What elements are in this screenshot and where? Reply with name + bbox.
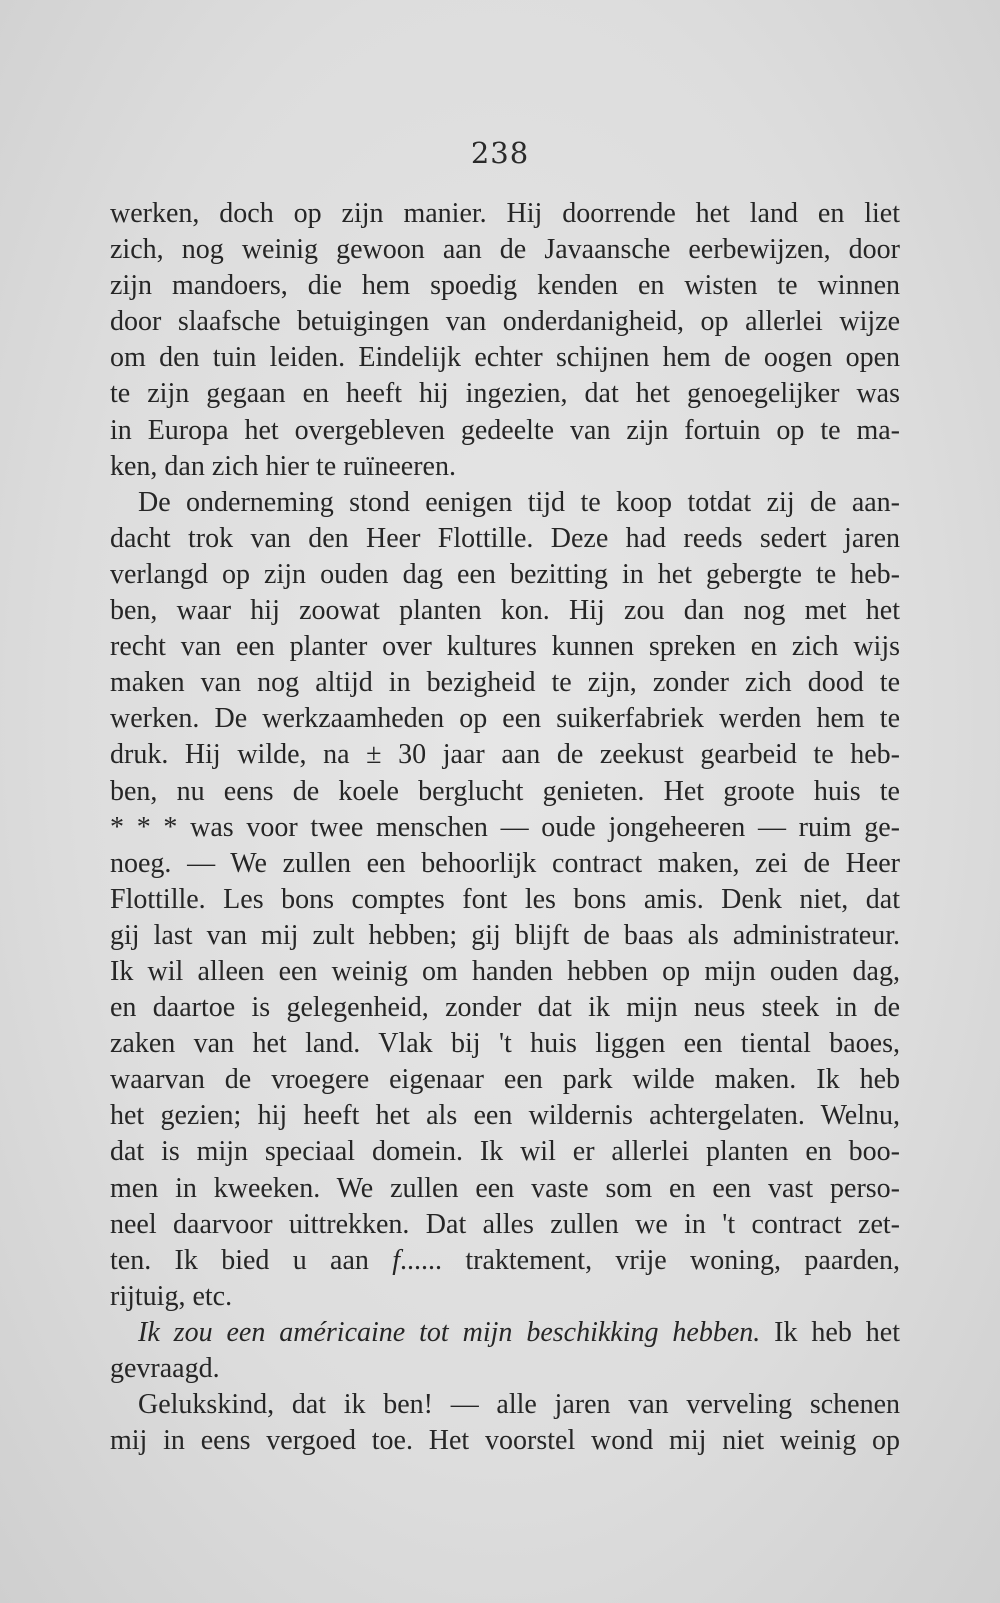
paragraph-start-line [110,1315,900,1351]
text-segment: Ik heb het [760,1316,900,1348]
paragraph-start-line: De onderneming stond eenigen tijd te koop totdat zij de aan- [138,486,900,518]
text-line: door slaafsche betuigingen van onderdanigheid, op allerlei wijze [110,306,900,338]
body-text [110,196,900,1459]
text-line: maken van nog altijd in bezigheid te zijn, zonder zich dood te [110,667,900,699]
text-line: dacht trok van den Heer Flottille. Deze had reeds sedert jaren [110,522,900,554]
text-line: ken, dan zich hier te ruïneeren. [110,450,456,482]
page-number: 238 [470,136,530,170]
text-line: rijtuig, etc. [110,1280,233,1312]
text-line: werken. De werkzaamheden op een suikerfabriek werden hem te [110,703,900,735]
text-line [110,1243,900,1279]
text-line: Ik wil alleen een weinig om handen hebben op mijn ouden dag, [110,955,900,987]
text-line: neel daarvoor uittrekken. Dat alles zullen we in 't contract zet- [110,1208,900,1240]
text-line: zaken van het land. Vlak bij 't huis liggen een tiental baoes, [110,1028,900,1060]
text-line: druk. Hij wilde, na ± 30 jaar aan de zeekust gearbeid te heb- [110,739,900,771]
text-line: gevraagd. [110,1353,220,1384]
italic-quote: Ik zou een américaine tot mijn beschikking hebben. [138,1316,761,1348]
guilder-symbol: f [392,1244,401,1276]
text-line: om den tuin leiden. Eindelijk echter schijnen hem de oogen open [110,342,900,374]
text-line: noeg. — We zullen een behoorlijk contract maken, zei de Heer [110,847,900,879]
text-line: te zijn gegaan en heeft hij ingezien, dat het genoegelijker was [110,378,900,410]
text-line: dat is mijn speciaal domein. Ik wil er allerlei planten en boo- [110,1136,900,1168]
text-line: het gezien; hij heeft het als een wildernis achtergelaten. Welnu, [110,1100,900,1132]
text-segment: ten. Ik bied u aan [110,1244,393,1276]
text-line: ben, waar hij zoowat planten kon. Hij zou dan nog met het [110,595,900,627]
text-line: werken, doch op zijn manier. Hij doorrende het land en liet [110,198,900,229]
text-line: recht van een planter over kultures kunnen spreken en zich wijs [110,631,900,663]
text-line: * * * was voor twee menschen — oude jongeheeren — ruim ge- [110,811,900,843]
text-line: men in kweeken. We zullen een vaste som en een vast perso- [110,1172,900,1204]
text-line: waarvan de vroegere eigenaar een park wilde maken. Ik heb [110,1064,900,1096]
paragraph-start-line: Gelukskind, dat ik ben! — alle jaren van verveling schenen [138,1389,900,1421]
text-line: zich, nog weinig gewoon aan de Javaansche eerbewijzen, door [110,234,900,266]
text-line: verlangd op zijn ouden dag een bezitting in het gebergte te heb- [110,558,900,590]
text-line: zijn mandoers, die hem spoedig kenden en wisten te winnen [110,270,900,302]
text-segment: ...... traktement, vrije woning, paarden, [400,1244,900,1276]
text-line: gij last van mij zult hebben; gij blijft de baas als administrateur. [110,919,900,951]
text-line: in Europa het overgebleven gedeelte van zijn fortuin op te ma- [110,414,900,446]
text-line: Flottille. Les bons comptes font les bons amis. Denk niet, dat [110,883,900,915]
text-line: mij in eens vergoed toe. Het voorstel wond mij niet weinig op [110,1425,900,1457]
text-line: en daartoe is gelegenheid, zonder dat ik mijn neus steek in de [110,992,900,1024]
text-line: ben, nu eens de koele berglucht genieten. Het groote huis te [110,775,900,807]
